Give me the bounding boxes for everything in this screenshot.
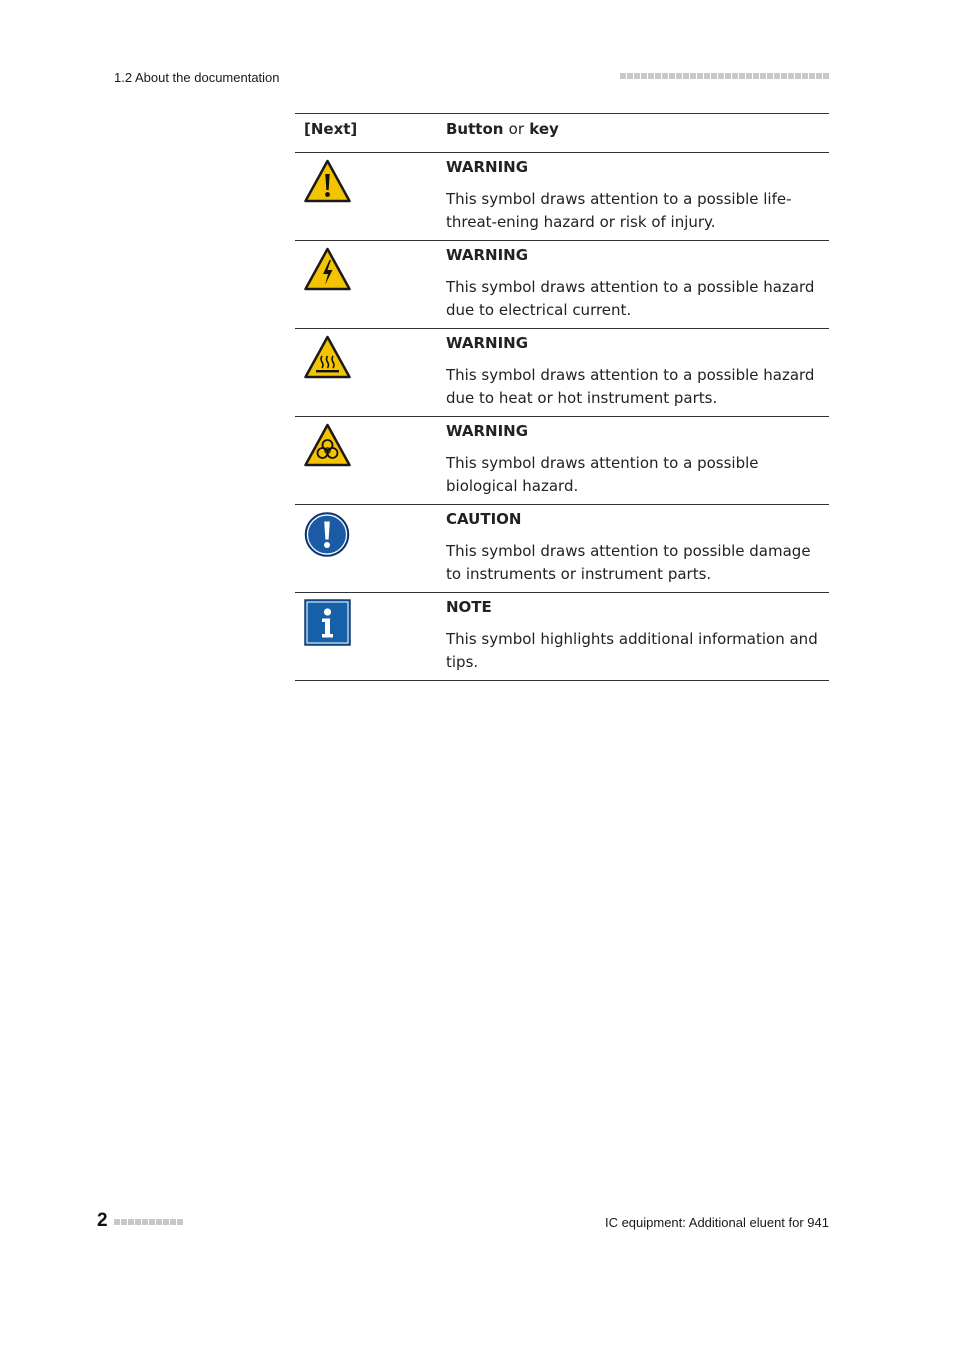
- decoration-square: [809, 73, 815, 79]
- table-row-key: [295, 114, 829, 153]
- table-row: [295, 593, 829, 681]
- row-description: This symbol highlights additional information and tips.: [446, 630, 818, 671]
- decoration-square: [142, 1219, 148, 1225]
- row-heading: WARNING: [446, 158, 529, 176]
- decoration-square: [718, 73, 724, 79]
- row-description: This symbol draws attention to a possible life-threat-ening hazard or risk of injury.: [446, 190, 792, 231]
- decoration-square: [725, 73, 731, 79]
- decoration-square: [669, 73, 675, 79]
- decoration-square: [732, 73, 738, 79]
- decoration-square: [135, 1219, 141, 1225]
- decoration-square: [655, 73, 661, 79]
- decoration-square: [781, 73, 787, 79]
- header-decoration: [620, 73, 829, 79]
- decoration-square: [641, 73, 647, 79]
- decoration-square: [634, 73, 640, 79]
- row-description: This symbol draws attention to a possible hazard due to electrical current.: [446, 278, 815, 319]
- decoration-square: [627, 73, 633, 79]
- table-row: [295, 329, 829, 417]
- key-meaning-key: key: [529, 120, 559, 138]
- row-description: This symbol draws attention to a possible biological hazard.: [446, 454, 759, 495]
- hot-surface-icon: [304, 335, 351, 382]
- decoration-square: [648, 73, 654, 79]
- decoration-square: [816, 73, 822, 79]
- general-warning-icon: [304, 159, 351, 206]
- decoration-square: [620, 73, 626, 79]
- decoration-square: [662, 73, 668, 79]
- page-number: 2: [97, 1210, 108, 1231]
- decoration-square: [795, 73, 801, 79]
- decoration-square: [121, 1219, 127, 1225]
- row-heading: WARNING: [446, 246, 529, 264]
- decoration-square: [753, 73, 759, 79]
- decoration-square: [697, 73, 703, 79]
- footer-decoration: [114, 1219, 183, 1225]
- biohazard-icon: [304, 423, 351, 470]
- note-info-icon: [304, 599, 351, 646]
- decoration-square: [690, 73, 696, 79]
- row-heading: NOTE: [446, 598, 492, 616]
- symbols-table: [295, 113, 829, 681]
- row-description: This symbol draws attention to possible damage to instruments or instrument parts.: [446, 542, 811, 583]
- decoration-square: [128, 1219, 134, 1225]
- key-meaning-or: or: [508, 120, 525, 138]
- decoration-square: [114, 1219, 120, 1225]
- table-row: [295, 417, 829, 505]
- decoration-square: [711, 73, 717, 79]
- row-heading: CAUTION: [446, 510, 522, 528]
- decoration-square: [704, 73, 710, 79]
- decoration-square: [774, 73, 780, 79]
- table-row: [295, 505, 829, 593]
- table-row: [295, 153, 829, 241]
- decoration-square: [767, 73, 773, 79]
- key-meaning-button: Button: [446, 120, 504, 138]
- decoration-square: [170, 1219, 176, 1225]
- decoration-square: [739, 73, 745, 79]
- decoration-square: [802, 73, 808, 79]
- running-header-section: 1.2 About the documentation: [114, 70, 280, 85]
- row-heading: WARNING: [446, 334, 529, 352]
- table-row: [295, 241, 829, 329]
- decoration-square: [156, 1219, 162, 1225]
- row-heading: WARNING: [446, 422, 529, 440]
- running-footer-title: IC equipment: Additional eluent for 941: [604, 1215, 829, 1230]
- decoration-square: [177, 1219, 183, 1225]
- decoration-square: [823, 73, 829, 79]
- electrical-hazard-icon: [304, 247, 351, 294]
- decoration-square: [760, 73, 766, 79]
- decoration-square: [149, 1219, 155, 1225]
- key-notation: [Next]: [295, 114, 446, 153]
- decoration-square: [683, 73, 689, 79]
- decoration-square: [163, 1219, 169, 1225]
- caution-exclamation-icon: [304, 511, 351, 558]
- decoration-square: [788, 73, 794, 79]
- decoration-square: [746, 73, 752, 79]
- decoration-square: [676, 73, 682, 79]
- row-description: This symbol draws attention to a possible hazard due to heat or hot instrument parts.: [446, 366, 815, 407]
- key-meaning: [446, 114, 829, 153]
